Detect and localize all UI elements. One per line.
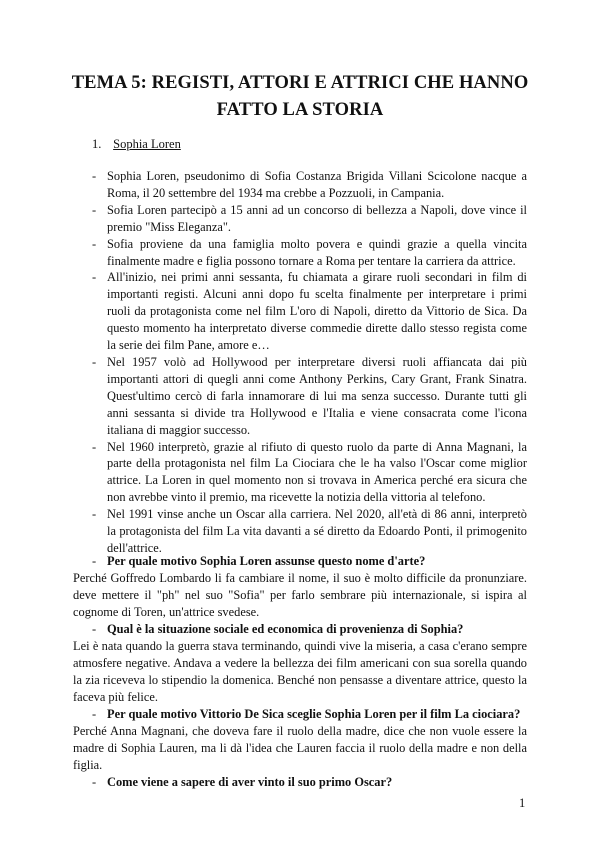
bullet-dash: -: [92, 236, 97, 251]
question: [73, 706, 527, 723]
bullet-text: Nel 1991 vinse anche un Oscar alla carriera. Nel 2020, all'età di 86 anni, interpretò la protagonista del film La vita davanti a sé diretto da Edoardo Ponti, il primogenito dell'attrice.: [107, 507, 527, 555]
bullet-item: [92, 236, 527, 270]
question-dash: -: [92, 622, 97, 636]
question-dash: -: [92, 554, 97, 568]
section-number: 1.: [92, 137, 102, 151]
bullet-dash: -: [92, 202, 97, 217]
bullet-text: Sofia Loren partecipò a 15 anni ad un concorso di bellezza a Napoli, dove vince il premio "Miss Eleganza".: [107, 202, 527, 234]
question: [73, 553, 527, 570]
question-answer-section: [73, 553, 527, 791]
question-dash: -: [92, 707, 97, 721]
answer: Lei è nata quando la guerra stava terminando, quindi vive la miseria, a casa c'erano sempre atmosfere negative. Andava a vedere la bellezza dei film americani con sua sorella quando la zia riceveva lo stipendio la domenica. Benché non pensasse a diventare attrice, questo la faceva più felice.: [73, 639, 527, 704]
bullet-list: [92, 168, 527, 557]
question-text: Per quale motivo Vittorio De Sica sceglie Sophia Loren per il film La ciociara?: [107, 707, 521, 721]
question-text: Come viene a sapere di aver vinto il suo primo Oscar?: [107, 775, 393, 789]
bullet-item: [92, 439, 527, 507]
page-title: TEMA 5: REGISTI, ATTORI E ATTRICI CHE HANNO FATTO LA STORIA: [71, 73, 529, 120]
question: [73, 621, 527, 638]
question-text: Qual è la situazione sociale ed economica di provenienza di Sophia?: [107, 622, 464, 636]
question: [73, 774, 527, 791]
bullet-text: Nel 1960 interpretò, grazie al rifiuto di questo ruolo da parte di Anna Magnani, la parte della protagonista nel film La Ciociara che le ha valso l'Oscar come miglior attrice. La Loren in quel momento non si trovava in America perché era sicura che non avrebbe vinto il premio, ma ricevette la notizia della vittoria al telefono.: [107, 439, 527, 505]
bullet-dash: -: [92, 439, 97, 454]
question-text: Per quale motivo Sophia Loren assunse questo nome d'arte?: [107, 554, 426, 568]
answer: Perché Goffredo Lombardo li fa cambiare il nome, il suo è molto difficile da pronunziare. deve mettere il "ph" nel suo "Sofia" per farlo sembrare più internazionale, si ispira al cognome di Toren, un'attrice svedese.: [73, 571, 527, 619]
bullet-dash: -: [92, 507, 97, 522]
question-dash: -: [92, 775, 97, 789]
bullet-text: Sophia Loren, pseudonimo di Sofia Costanza Brigida Villani Scicolone nacque a Roma, il 20 settembre del 1934 ma crebbe a Pozzuoli, in Campania.: [107, 169, 527, 200]
bullet-text: All'inizio, nei primi anni sessanta, fu chiamata a girare ruoli secondari in film di importanti registi. Alcuni anni dopo fu scelta finalmente per interpretare i primi ruoli da protagonista come nel film L'oro di Napoli, diretto da Vittorio de Sica. Da questo momento ha interpretato diverse commedie dirette dallo stesso regista come la serie dei film Pane, amore e…: [107, 270, 527, 353]
section-name: Sophia Loren: [113, 137, 181, 151]
bullet-dash: -: [92, 270, 97, 285]
section-heading: [92, 137, 181, 152]
bullet-text: Sofia proviene da una famiglia molto povera e quindi grazie a quella vincita finalmente madre e figlia possono tornare a Roma per tentare la carriera da attrice.: [107, 236, 527, 268]
answer: Perché Anna Magnani, che doveva fare il ruolo della madre, dice che non vuole essere la madre di Sophia Lauren, ma li dà l'idea che Lauren faccia il ruolo della madre e non della figlia.: [73, 724, 527, 772]
bullet-item: [92, 269, 527, 354]
page-number: 1: [519, 796, 526, 810]
bullet-dash: -: [92, 354, 97, 369]
bullet-item: [92, 168, 527, 202]
bullet-item: [92, 506, 527, 557]
bullet-text: Nel 1957 volò ad Hollywood per interpretare diversi ruoli affiancata dai più importanti attori di quegli anni come Anthony Perkins, Cary Grant, Frank Sinatra. Quest'ultimo cercò di farla innamorare di lui ma senza successo. Durante tutti gli anni sessanta si divide tra Hollywood e l'Italia e viene consacrata come l'icona italiana di maggior successo.: [107, 354, 527, 437]
bullet-item: [92, 202, 527, 236]
bullet-item: [92, 354, 527, 439]
bullet-dash: -: [92, 169, 97, 183]
